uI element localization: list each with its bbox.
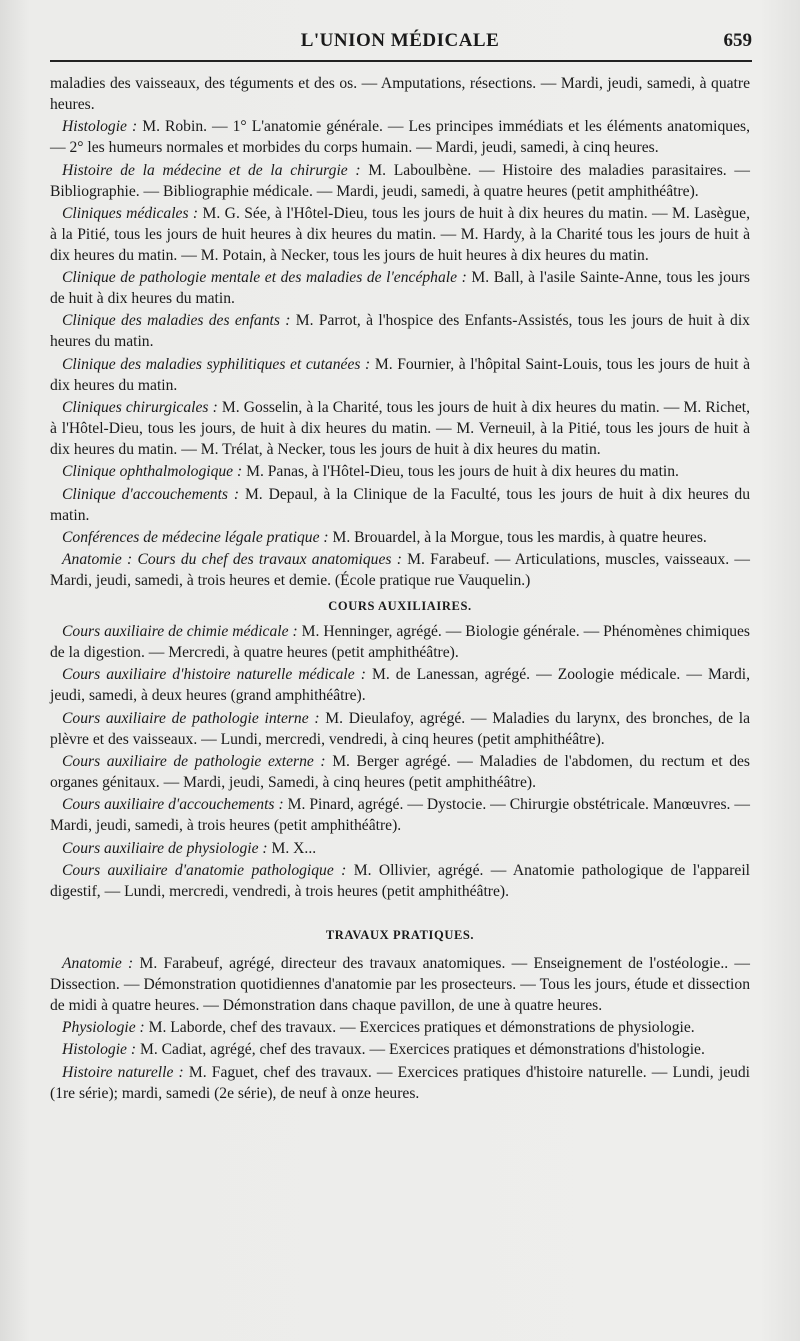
paragraph: Anatomie : M. Farabeuf, agrégé, directeur des travaux anatomiques. — Enseignement de l'ostéologie.. — Dissection. — Démonstration quotidiennes d'anatomie par les prosecteurs. — Tous les jours, étude et dissection de midi à quatre heures. — Démonstration dans chaque pavillon, de une à quatre heures.: [50, 954, 750, 1014]
paragraph: Clinique des maladies syphilitiques et cutanées : M. Fournier, à l'hôpital Saint-Louis, tous les jours de huit à dix heures du matin.: [50, 355, 750, 394]
paragraph: Clinique d'accouchements : M. Depaul, à la Clinique de la Faculté, tous les jours de huit à dix heures du matin.: [50, 485, 750, 524]
paragraph: Histologie : M. Cadiat, agrégé, chef des travaux. — Exercices pratiques et démonstrations d'histologie.: [62, 1041, 705, 1059]
paragraph: Cours auxiliaire de pathologie externe : M. Berger agrégé. — Maladies de l'abdomen, du rectum et des organes génitaux. — Mardi, jeudi, Samedi, à cinq heures (petit amphithéâtre).: [50, 753, 750, 791]
paragraph: Cours auxiliaire de pathologie interne : M. Dieulafoy, agrégé. — Maladies du larynx, des bronches, de la plèvre et des vaisseaux. — Lundi, mercredi, vendredi, à cinq heures (petit amphithéâtre).: [50, 709, 750, 748]
paragraph: Cliniques médicales : M. G. Sée, à l'Hôtel-Dieu, tous les jours de huit à dix heures du matin. — M. Lasègue, à la Pitié, tous les jours de huit heures à dix heures du matin. — M. Hardy, à la Charité tous les jours de huit à dix heures du matin. — M. Potain, à Necker, tous les jours de huit heures à dix heures du matin.: [50, 204, 750, 264]
paragraph: Clinique de pathologie mentale et des maladies de l'encéphale : M. Ball, à l'asile Sainte-Anne, tous les jours de huit à dix heures du matin.: [50, 269, 750, 308]
paragraph: maladies des vaisseaux, des téguments et des os. — Amputations, résections. — Mardi, jeudi, samedi, à quatre heures.: [50, 75, 750, 113]
paragraph: Histoire de la médecine et de la chirurgie : M. Laboulbène. — Histoire des maladies parasitaires. — Bibliographie. — Bibliographie médicale. — Mardi, jeudi, samedi, à quatre heures (petit amphithéâtre).: [50, 161, 750, 200]
paragraph: Cours auxiliaire d'accouchements : M. Pinard, agrégé. — Dystocie. — Chirurgie obstétricale. Manœuvres. — Mardi, jeudi, samedi, à trois heures (petit amphithéâtre).: [50, 796, 750, 835]
paragraph: Cours auxiliaire de physiologie : M. X...: [62, 839, 317, 857]
paragraph: Cours auxiliaire d'histoire naturelle médicale : M. de Lanessan, agrégé. — Zoologie médicale. — Mardi, jeudi, samedi, à deux heures (grand amphithéâtre).: [50, 666, 750, 705]
paragraph: Anatomie : Cours du chef des travaux anatomiques : M. Farabeuf. — Articulations, muscles, vaisseaux. — Mardi, jeudi, samedi, à trois heures et demie. (École pratique rue Vauquelin.): [50, 551, 751, 590]
header-rule: [50, 60, 752, 62]
page-header: [48, 30, 752, 56]
paragraph: Histoire naturelle : M. Faguet, chef des travaux. — Exercices pratiques d'histoire naturelle. — Lundi, jeudi (1re série); mardi, samedi (2e série), de neuf à onze heures.: [50, 1063, 750, 1102]
paragraph: Cours auxiliaire de chimie médicale : M. Henninger, agrégé. — Biologie générale. — Phénomènes chimiques de la digestion. — Mercredi, à quatre heures (petit amphithéâtre).: [50, 623, 750, 662]
paragraph: Clinique des maladies des enfants : M. Parrot, à l'hospice des Enfants-Assistés, tous les jours de huit à dix heures du matin.: [50, 312, 750, 351]
article-body: [50, 74, 750, 1106]
section-title-cours-auxiliaires: COURS AUXILIAIRES.: [328, 599, 472, 614]
paragraph: Conférences de médecine légale pratique : M. Brouardel, à la Morgue, tous les mardis, à quatre heures.: [62, 529, 707, 547]
paragraph: Histologie : M. Robin. — 1° L'anatomie générale. — Les principes immédiats et les éléments anatomiques, — 2° les humeurs normales et morbides du corps humain. — Mardi, jeudi, samedi, à cinq heures.: [50, 118, 750, 157]
paragraph: Physiologie : M. Laborde, chef des travaux. — Exercices pratiques et démonstrations de physiologie.: [62, 1019, 695, 1037]
running-title: L'UNION MÉDICALE: [300, 30, 500, 51]
section-title-travaux-pratiques: TRAVAUX PRATIQUES.: [325, 927, 475, 942]
paragraph: Cliniques chirurgicales : M. Gosselin, à la Charité, tous les jours de huit à dix heures du matin. — M. Richet, à l'Hôtel-Dieu, tous les jours, de huit à dix heures du matin. — M. Verneuil, à la Pitié, tous les jours de huit à dix heures du matin. — M. Trélat, à Necker, tous les jours de huit à dix heures du matin.: [50, 399, 750, 458]
page-number: 659: [723, 30, 752, 51]
paragraph: Cours auxiliaire d'anatomie pathologique : M. Ollivier, agrégé. — Anatomie pathologique de l'appareil digestif, — Lundi, mercredi, vendredi, à trois heures (petit amphithéâtre).: [50, 862, 750, 901]
paragraph: Clinique ophthalmologique : M. Panas, à l'Hôtel-Dieu, tous les jours de huit à dix heures du matin.: [62, 463, 679, 481]
